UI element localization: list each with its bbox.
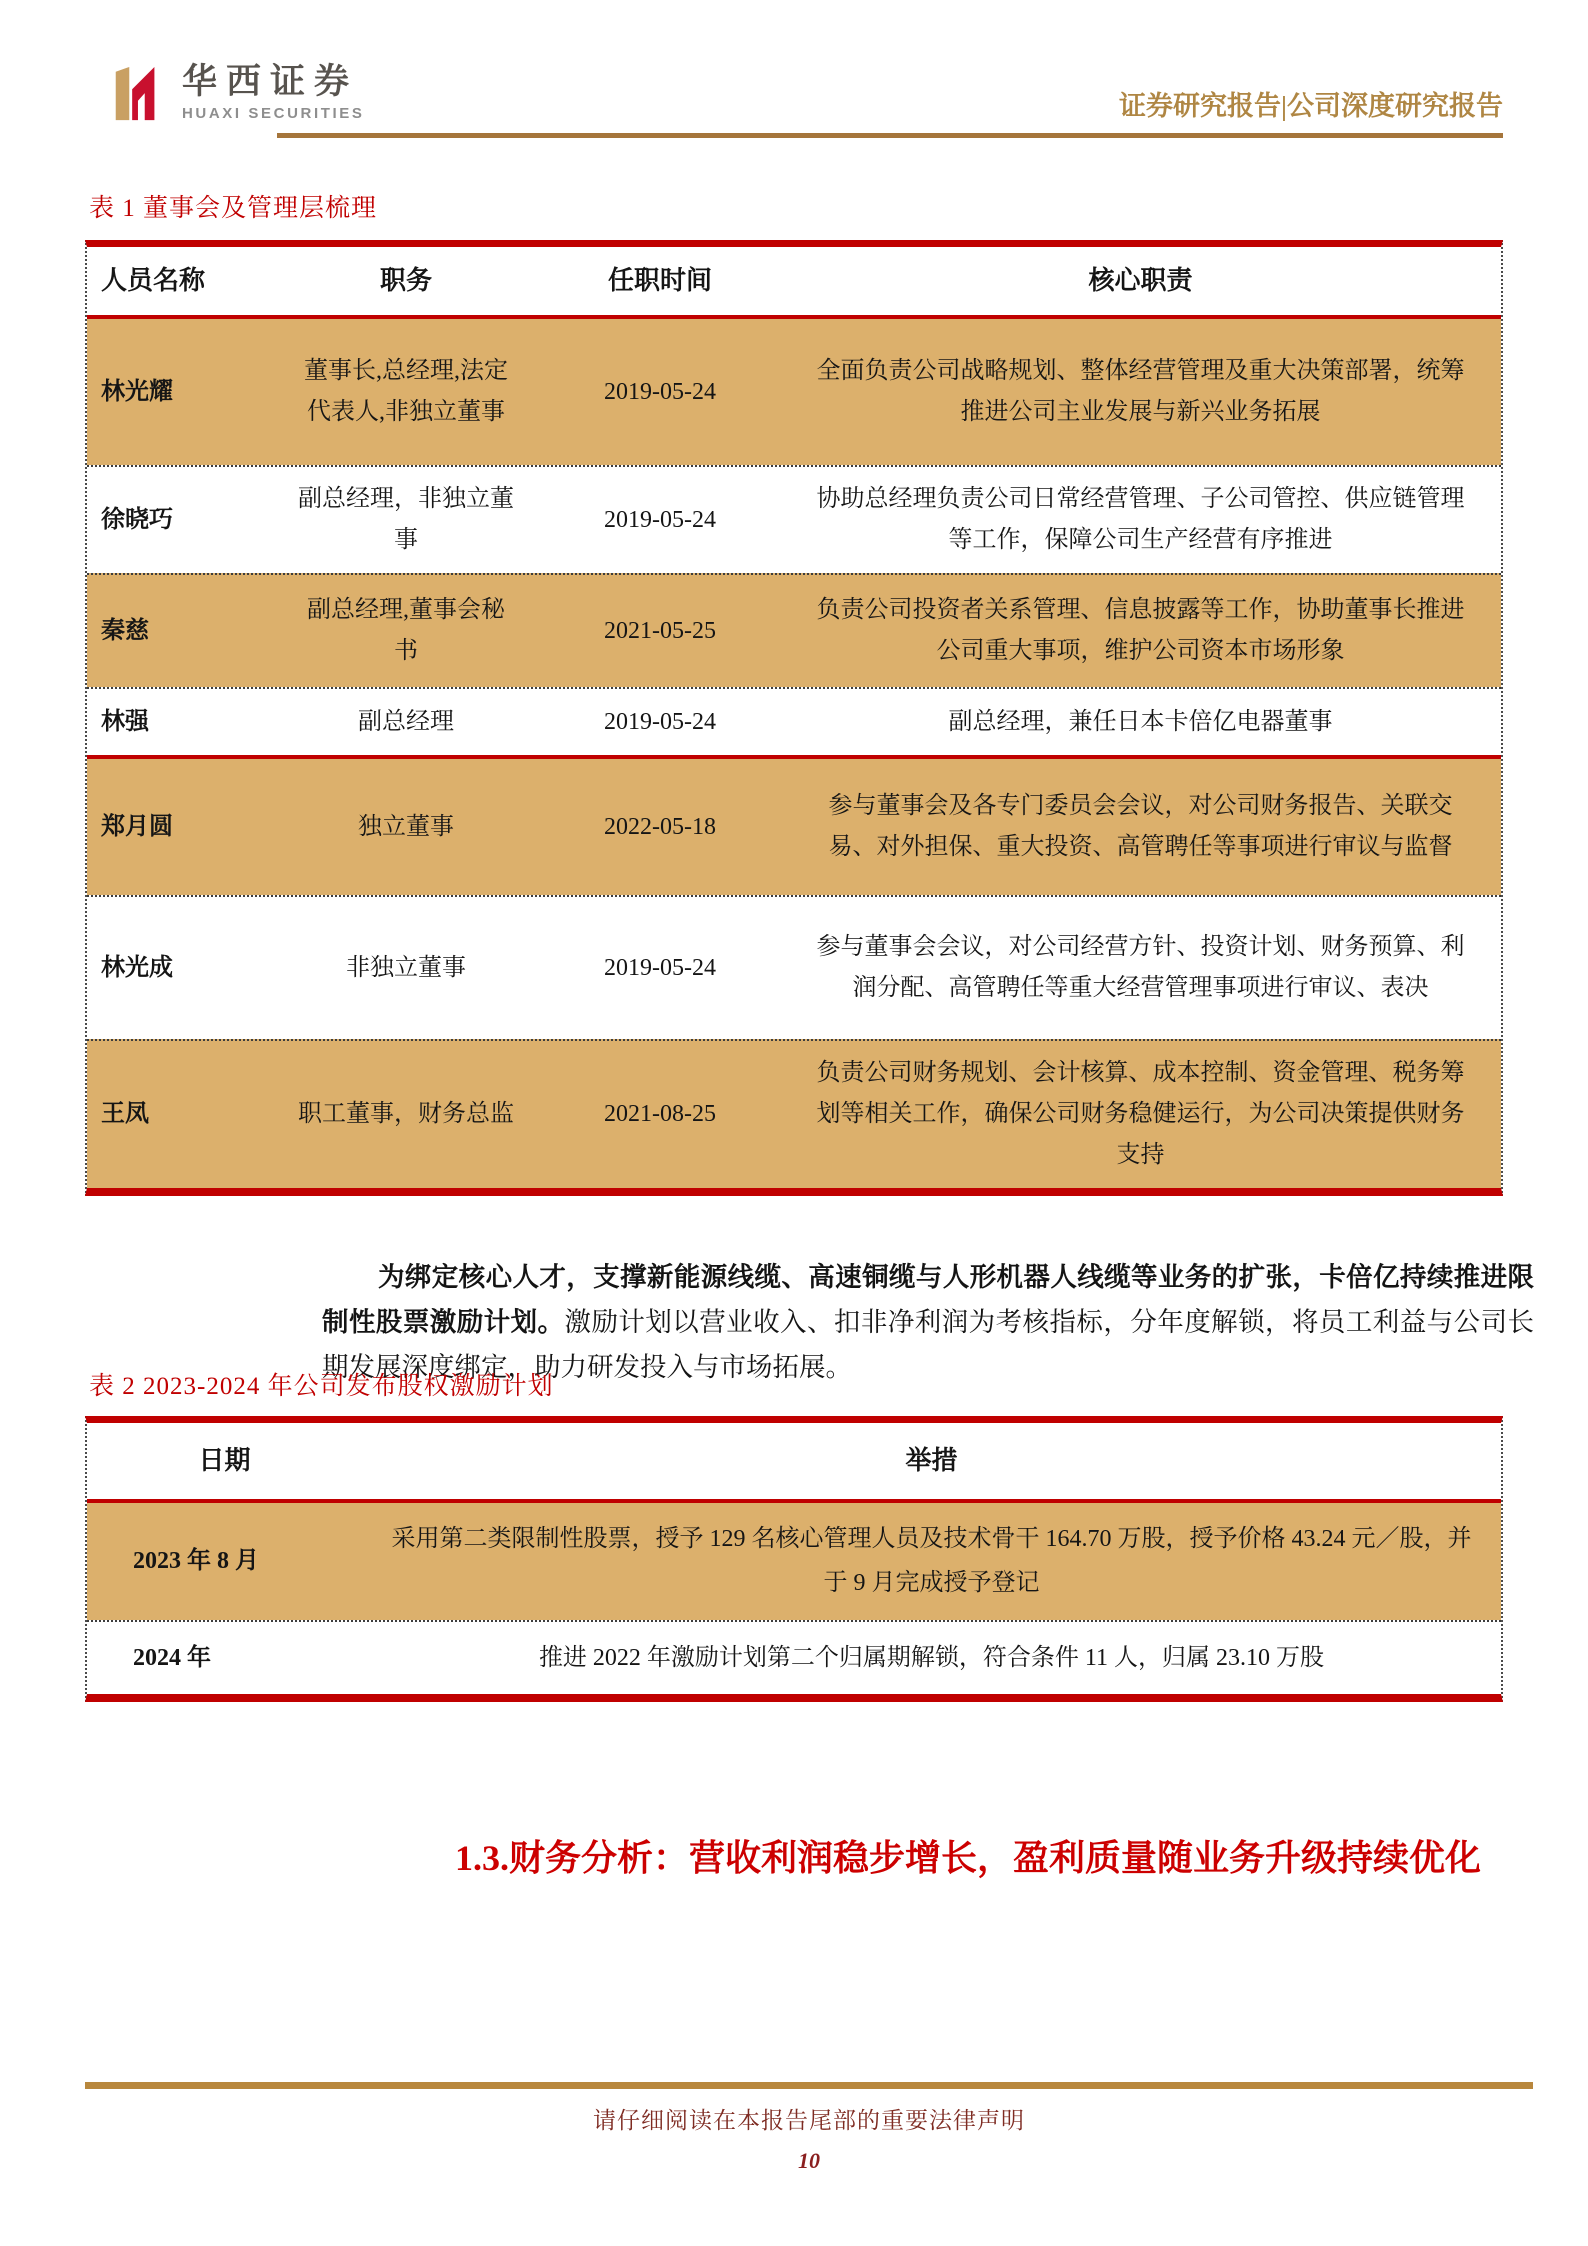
table1-caption: 表 1 董事会及管理层梳理: [89, 195, 378, 222]
cell-plan-action: 推进 2022 年激励计划第二个归属期解锁，符合条件 11 人，归属 23.10 万股: [538, 1644, 1325, 1671]
cell-person-name: 林光成: [101, 954, 173, 981]
col-header-position: 职务: [379, 266, 432, 295]
table-row: [87, 1620, 1501, 1694]
col-header-date: 日期: [198, 1445, 251, 1475]
cell-plan-date: 2023 年 8 月: [133, 1548, 259, 1575]
cell-start-date: 2019-05-24: [604, 708, 716, 735]
cell-plan-date: 2024 年: [133, 1644, 211, 1671]
table-row: [87, 465, 1501, 573]
cell-position: 副总经理,董事会秘书: [307, 597, 505, 665]
table-row: [87, 687, 1501, 755]
cell-start-date: 2019-05-24: [604, 506, 716, 533]
table-row: [87, 895, 1501, 1039]
cell-duty: 全面负责公司战略规划、整体经营管理及重大决策部署，统筹推进公司主业发展与新兴业务拓展: [816, 358, 1465, 426]
brand-text: [182, 62, 364, 122]
cell-plan-action: 采用第二类限制性股票，授予 129 名核心管理人员及技术骨干 164.70 万股，授予价格 43.24 元／股，并于 9 月完成授予登记: [391, 1526, 1472, 1597]
footer-rule: [85, 2082, 1533, 2089]
brand-name-en: HUAXI SECURITIES: [182, 105, 365, 122]
paragraph-lead: 为绑定核心人才，支撑新能源线缆、高速铜缆与人形机器人线缆等业务的扩张，卡倍亿持续推进限制性股票激励计划。: [322, 1261, 1534, 1337]
cell-position: 副总经理，非独立董事: [298, 486, 514, 554]
cell-position: 独立董事: [358, 813, 454, 840]
cell-position: 非独立董事: [346, 954, 466, 981]
cell-start-date: 2021-05-25: [604, 617, 716, 644]
table-header-row: [87, 247, 1501, 319]
incentive-plan-table: [85, 1416, 1503, 1702]
cell-person-name: 林光耀: [101, 378, 173, 405]
cell-start-date: 2021-08-25: [604, 1100, 716, 1127]
page-number: 10: [798, 2148, 820, 2173]
cell-position: 副总经理: [358, 708, 454, 735]
table-row: [87, 573, 1501, 687]
cell-position: 董事长,总经理,法定代表人,非独立董事: [304, 358, 508, 426]
table-row: [87, 319, 1501, 465]
brand-name-cn: 华西证券: [182, 62, 359, 101]
cell-start-date: 2019-05-24: [604, 378, 716, 405]
cell-start-date: 2022-05-18: [604, 813, 716, 840]
cell-person-name: 林强: [101, 708, 149, 735]
cell-duty: 负责公司财务规划、会计核算、成本控制、资金管理、税务筹划等相关工作，确保公司财务稳健运行，为公司决策提供财务支持: [816, 1060, 1465, 1168]
col-header-date: 任职时间: [607, 266, 712, 295]
table-header-row: [87, 1423, 1501, 1503]
paragraph-rest: 激励计划以营业收入、扣非净利润为考核指标，分年度解锁，将员工利益与公司长期发展深度绑定，助力研发投入与市场拓展。: [322, 1306, 1535, 1382]
header-rule: [277, 133, 1503, 138]
cell-duty: 参与董事会会议，对公司经营方针、投资计划、财务预算、利润分配、高管聘任等重大经营管理事项进行审议、表决: [816, 934, 1465, 1002]
col-header-action: 举措: [905, 1446, 958, 1475]
table2-caption: 表 2 2023-2024 年公司发布股权激励计划: [89, 1373, 554, 1400]
cell-duty: 参与董事会及各专门委员会会议，对公司财务报告、关联交易、对外担保、重大投资、高管聘任等事项进行审议与监督: [828, 793, 1453, 861]
huaxi-logo: [108, 62, 364, 128]
cell-person-name: 王凤: [101, 1100, 149, 1127]
table-row: [87, 755, 1501, 895]
col-header-name: 人员名称: [101, 266, 206, 295]
cell-position: 职工董事，财务总监: [298, 1100, 514, 1127]
cell-person-name: 徐晓巧: [101, 506, 173, 533]
section-heading: 1.3.财务分析：营收利润稳步增长，盈利质量随业务升级持续优化: [455, 1838, 1482, 1878]
cell-start-date: 2019-05-24: [604, 954, 716, 981]
huaxi-logo-icon: [108, 62, 166, 128]
footer-disclaimer: 请仔细阅读在本报告尾部的重要法律声明: [593, 2108, 1025, 2133]
table-row: [87, 1503, 1501, 1620]
cell-duty: 负责公司投资者关系管理、信息披露等工作，协助董事长推进公司重大事项，维护公司资本市场形象: [816, 597, 1465, 665]
cell-duty: 副总经理，兼任日本卡倍亿电器董事: [948, 708, 1333, 735]
report-type-label: 证券研究报告|公司深度研究报告: [1119, 91, 1503, 121]
col-header-duty: 核心职责: [1088, 266, 1193, 295]
cell-person-name: 郑月圆: [101, 813, 173, 840]
table-row: [87, 1039, 1501, 1187]
management-table: [85, 240, 1503, 1196]
cell-person-name: 秦慈: [101, 617, 149, 644]
cell-duty: 协助总经理负责公司日常经营管理、子公司管控、供应链管理等工作，保障公司生产经营有序推进: [816, 486, 1465, 554]
